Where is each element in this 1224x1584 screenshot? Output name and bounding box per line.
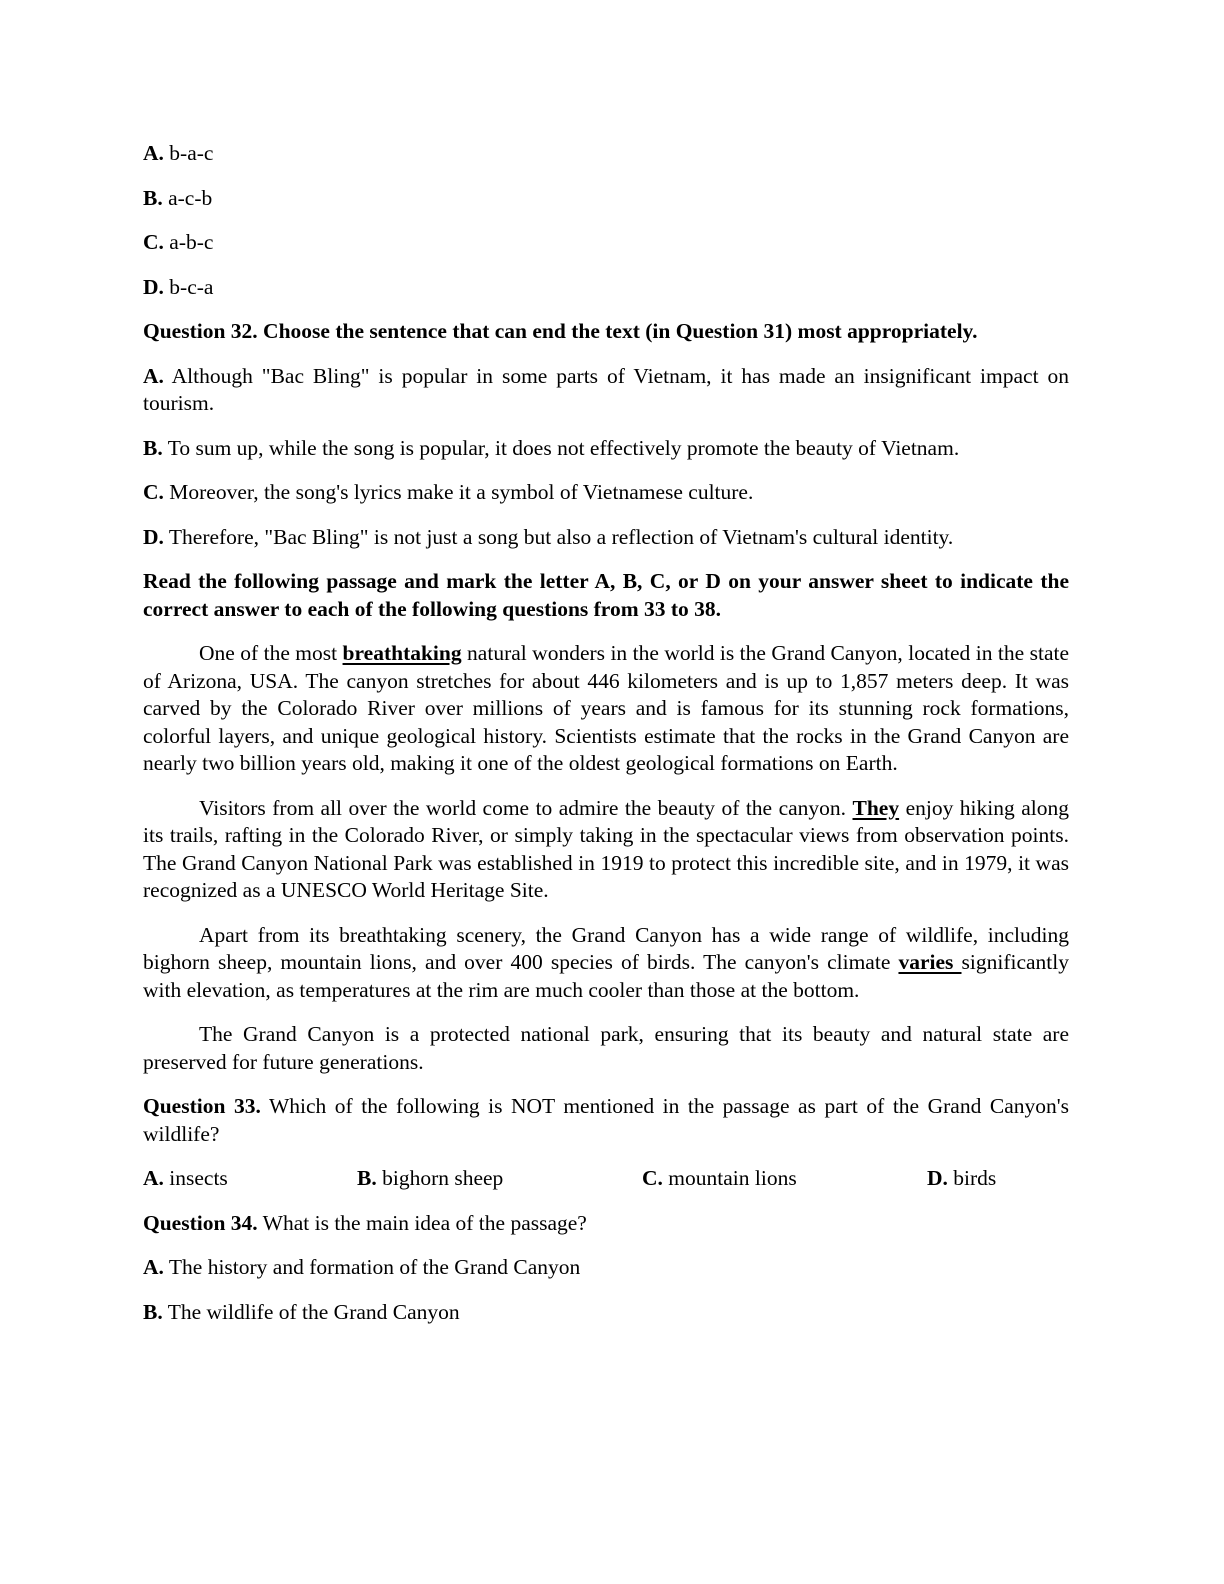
passage-paragraph-3 [143, 922, 1069, 1005]
option-letter: D. [143, 274, 164, 299]
option-letter: D. [927, 1166, 948, 1190]
q34-option-b [143, 1299, 1069, 1327]
q32-option-b [143, 435, 1069, 463]
option-letter: C. [143, 480, 164, 504]
option-letter: D. [143, 524, 164, 549]
q33-option-c [642, 1165, 927, 1193]
q32-option-c [143, 479, 1069, 507]
option-text: The history and formation of the Grand Canyon [163, 1255, 581, 1279]
option-text: birds [947, 1166, 997, 1190]
q33-option-a [143, 1165, 357, 1193]
option-letter: A. [143, 1166, 164, 1190]
highlighted-word: They [852, 795, 900, 820]
option-text: To sum up, while the song is popular, it does not effectively promote the beauty of Vietnam. [162, 435, 960, 460]
q33-stem [143, 1093, 1069, 1148]
q34-option-a [143, 1254, 1069, 1282]
paragraph-text: Apart from its breathtaking scenery, the Grand Canyon has a wide range of wildlife, including bighorn sheep, mountain lions, and over 400 species of birds. The canyon's climate [143, 922, 1069, 974]
q33-option-b [357, 1165, 642, 1193]
paragraph-text: enjoy hiking along its trails, rafting in the Colorado River, or simply taking in the spectacular views from observation points. The Grand Canyon National Park was established in 1919 to protect this incredible site, and in 1979, it was recognized as a UNESCO World Heritage Site. [143, 795, 1069, 902]
passage-paragraph-4: The Grand Canyon is a protected national park, ensuring that its beauty and natural state are preserved for future generations. [143, 1022, 1069, 1074]
paragraph-text: natural wonders in the world is the Grand Canyon, located in the state of Arizona, USA. The canyon stretches for about 446 kilometers and is up to 1,857 meters deep. It was carved by the Colorado River over millions of years and is famous for its stunning rock formations, colorful layers, and unique geological history. Scientists estimate that the rocks in the Grand Canyon are nearly two billion years old, making it one of the oldest geological formations on Earth. [143, 641, 1069, 775]
q33-option-d [927, 1165, 996, 1193]
option-text: Although "Bac Bling" is popular in some parts of Vietnam, it has made an insignificant impact on tourism. [143, 363, 1069, 415]
q31-option-d [143, 274, 1069, 302]
q32-stem: Question 32. Choose the sentence that can end the text (in Question 31) most appropriately. [143, 319, 978, 343]
q32-option-d [143, 524, 1069, 552]
option-text: Therefore, "Bac Bling" is not just a song but also a reflection of Vietnam's cultural identity. [163, 524, 954, 549]
document-page [143, 140, 1069, 1343]
option-text: a-b-c [163, 230, 214, 254]
question-label: Question 33. [143, 1094, 261, 1118]
paragraph-text: One of the most [199, 641, 343, 665]
q31-option-b [143, 185, 1069, 213]
option-letter: A. [143, 1255, 164, 1279]
option-text: bighorn sheep [376, 1166, 504, 1190]
option-letter: A. [143, 363, 164, 388]
option-letter: C. [642, 1166, 663, 1190]
passage-paragraph-2 [143, 795, 1069, 905]
paragraph-text: significantly with elevation, as temperatures at the rim are much cooler than those at the bottom. [143, 950, 1069, 1002]
paragraph-text: Visitors from all over the world come to admire the beauty of the canyon. [199, 795, 853, 820]
option-text: a-c-b [162, 185, 213, 210]
highlighted-word: breathtaking [342, 641, 462, 665]
passage-paragraph-1 [143, 640, 1069, 778]
q32-option-a [143, 363, 1069, 418]
option-letter: A. [143, 141, 164, 165]
q31-option-a [143, 140, 1069, 168]
q33-options [143, 1165, 1069, 1193]
option-letter: B. [143, 185, 163, 210]
option-text: insects [163, 1166, 228, 1190]
passage-instruction: Read the following passage and mark the letter A, B, C, or D on your answer sheet to indicate the correct answer to each of the following questions from 33 to 38. [143, 569, 1069, 621]
option-letter: B. [143, 1299, 163, 1324]
option-text: b-c-a [163, 274, 214, 299]
option-text: Moreover, the song's lyrics make it a symbol of Vietnamese culture. [163, 480, 754, 504]
q34-stem [143, 1210, 1069, 1238]
option-text: mountain lions [662, 1166, 797, 1190]
q31-option-c [143, 229, 1069, 257]
option-text: The wildlife of the Grand Canyon [162, 1299, 460, 1324]
question-text: Which of the following is NOT mentioned in the passage as part of the Grand Canyon's wildlife? [143, 1094, 1069, 1146]
option-letter: B. [357, 1166, 377, 1190]
option-text: b-a-c [163, 141, 214, 165]
highlighted-word: varies [898, 950, 962, 974]
question-label: Question 34. [143, 1210, 258, 1235]
option-letter: C. [143, 230, 164, 254]
question-text: What is the main idea of the passage? [257, 1210, 587, 1235]
option-letter: B. [143, 435, 163, 460]
